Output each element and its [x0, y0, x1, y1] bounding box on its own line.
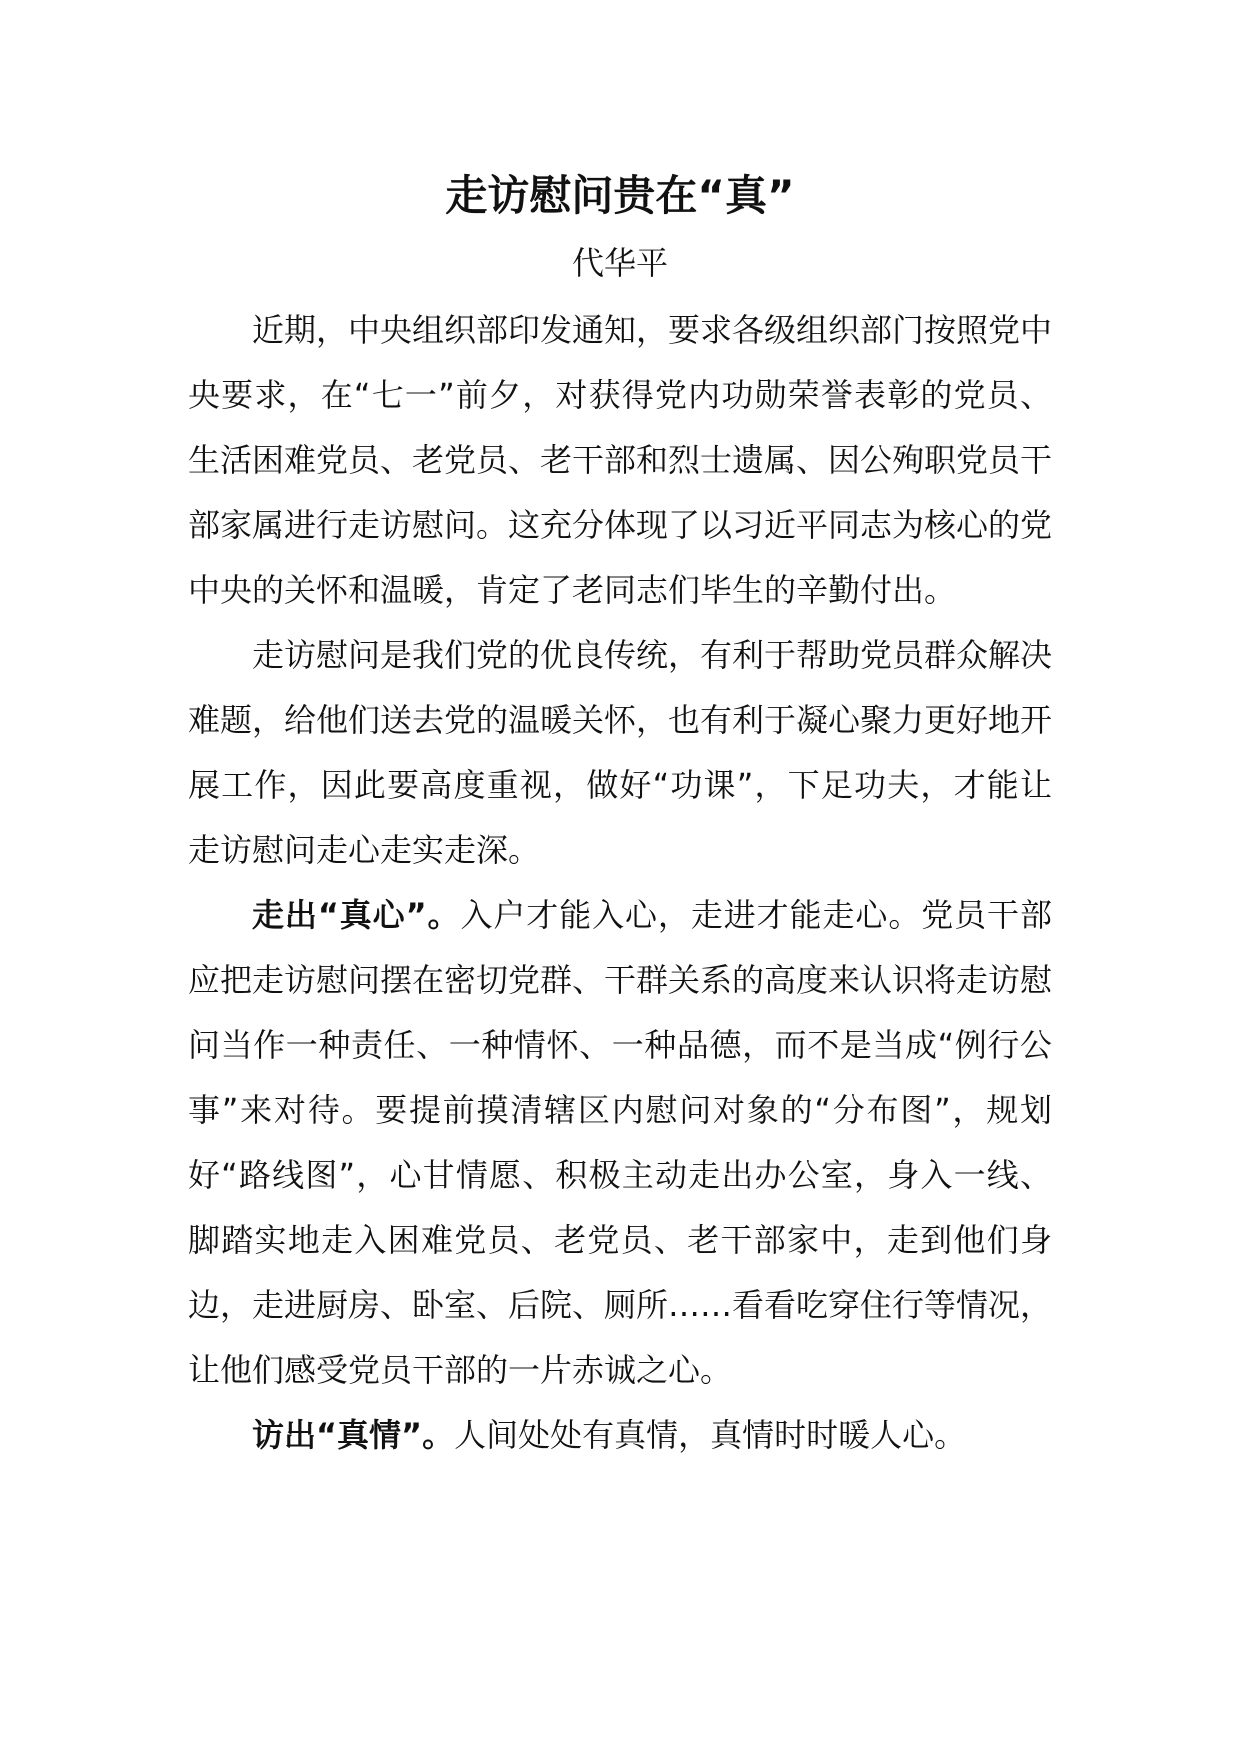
paragraph-1 — [188, 298, 1052, 623]
author-name: 代华平 — [571, 244, 668, 282]
document-title: 走访慰问贵在“真” — [445, 171, 795, 220]
paragraph-3 — [188, 883, 1052, 1403]
paragraph-4-heading: 访出“真情”。 — [252, 1416, 455, 1454]
document-body — [188, 298, 1052, 1468]
paragraph-3-text: 入户才能入心，走进才能走心。党员干部应把走访慰问摆在密切党群、干群关系的高度来认识将走访慰问当作一种责任、一种情怀、一种品德，而不是当成“例行公事”来对待。要提前摸清辖区内慰问对象的“分布图”，规划好“路线图”，心甘情愿、积极主动走出办公室，身入一线、脚踏实地走入困难党员、老党员、老干部家中，走到他们身边，走进厨房、卧室、后院、厕所……看看吃穿住行等情况，让他们感受党员干部的一片赤诚之心。 — [188, 896, 1053, 1389]
paragraph-2 — [188, 623, 1052, 883]
paragraph-4-text: 人间处处有真情，真情时时暖人心。 — [454, 1416, 967, 1454]
paragraph-4 — [188, 1403, 1052, 1468]
paragraph-2-text: 走访慰问是我们党的优良传统，有利于帮助党员群众解决难题，给他们送去党的温暖关怀，也有利于凝心聚力更好地开展工作，因此要高度重视，做好“功课”，下足功夫，才能让走访慰问走心走实走深。 — [188, 636, 1053, 869]
paragraph-1-text: 近期，中央组织部印发通知，要求各级组织部门按照党中央要求，在“七一”前夕，对获得党内功勋荣誉表彰的党员、生活困难党员、老党员、老干部和烈士遗属、因公殉职党员干部家属进行走访慰问。这充分体现了以习近平同志为核心的党中央的关怀和温暖，肯定了老同志们毕生的辛勤付出。 — [188, 311, 1053, 609]
paragraph-3-heading: 走出“真心”。 — [252, 896, 461, 934]
